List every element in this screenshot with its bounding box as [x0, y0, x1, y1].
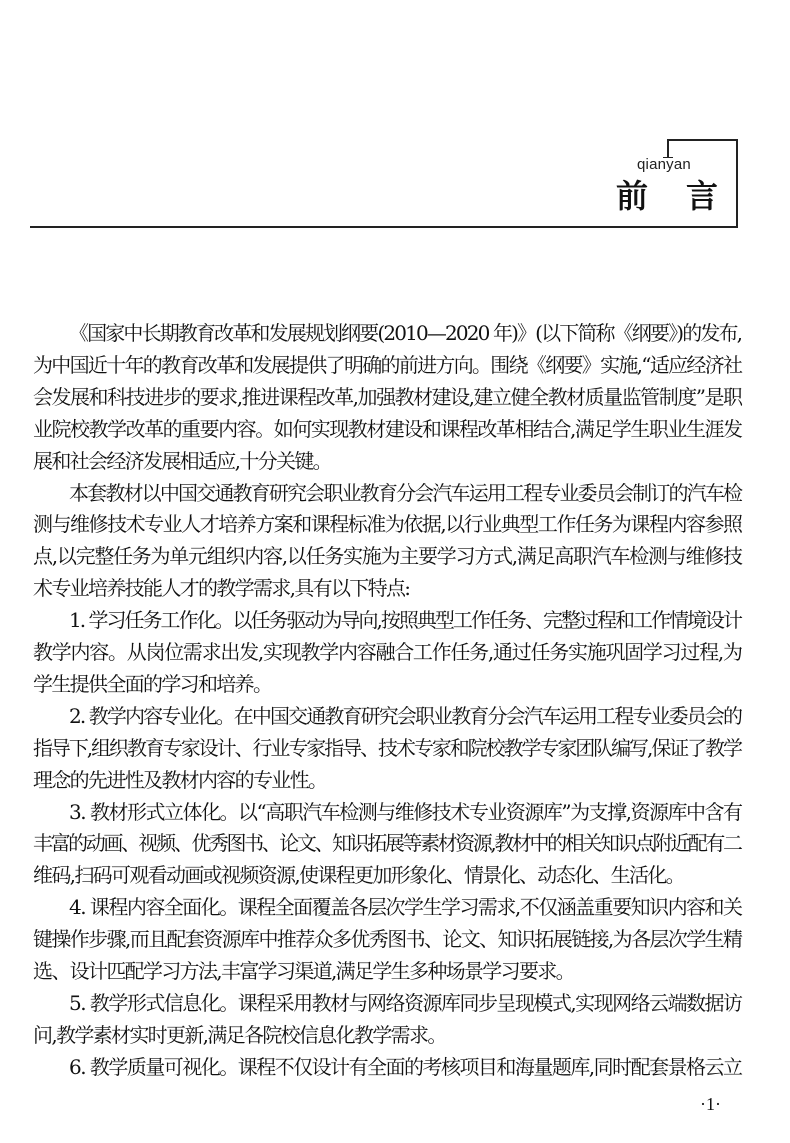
paragraph-first-line: 2. 教学内容专业化。在中国交通教育研究会职业教育分会汽车运用工程专业委员会的 — [69, 703, 742, 728]
paragraph-line: 丰富的动画、视频、优秀图书、论文、知识拓展等素材资源,教材中的相关知识点附近配有二 — [33, 831, 741, 856]
paragraph-line: 维码,扫码可观看动画或视频资源,使课程更加形象化、情景化、动态化、生活化。 — [33, 863, 684, 888]
page-number: ·1· — [700, 1094, 721, 1114]
paragraph-line: 教学内容。从岗位需求出发,实现教学内容融合工作任务,通过任务实施巩固学习过程,为 — [33, 640, 742, 664]
paragraph-first-line: 《国家中长期教育改革和发展规划纲要(2010—2020 年)》(以下简称《纲要》)的发布, — [69, 321, 742, 345]
header-box-right — [736, 139, 738, 228]
paragraph-line: 学生提供全面的学习和培养。 — [33, 671, 272, 696]
paragraph-line: 理念的先进性及教材内容的专业性。 — [33, 767, 327, 792]
paragraph-first-line: 3. 教材形式立体化。以“高职汽车检测与维修技术专业资源库”为支撑,资源库中含有 — [69, 799, 742, 824]
paragraph-first-line: 4. 课程内容全面化。课程全面覆盖各层次学生学习需求,不仅涵盖重要知识内容和关 — [69, 895, 742, 920]
paragraph-line: 点,以完整任务为单元组织内容,以任务实施为主要学习方式,满足高职汽车检测与维修技 — [33, 544, 742, 569]
paragraph-line: 业院校教学改革的重要内容。如何实现教材建设和课程改革相结合,满足学生职业生涯发 — [33, 416, 742, 441]
paragraph-first-line: 1. 学习任务工作化。以任务驱动为导向,按照典型工作任务、完整过程和工作情境设计 — [69, 608, 742, 633]
paragraph-first-line: 5. 教学形式信息化。课程采用教材与网络资源库同步呈现模式,实现网络云端数据访 — [69, 990, 742, 1015]
header-pinyin: qianyan — [637, 156, 691, 173]
paragraph-line: 问,教学素材实时更新,满足各院校信息化教学需求。 — [33, 1022, 446, 1047]
header-rule — [30, 226, 738, 228]
paragraph-line: 术专业培养技能人才的教学需求,具有以下特点: — [33, 576, 410, 601]
paragraph-line: 测与维修技术专业人才培养方案和课程标准为依据,以行业典型工作任务为课程内容参照 — [33, 512, 742, 537]
paragraph-line: 指导下,组织教育专家设计、行业专家指导、技术专家和院校教学专家团队编写,保证了教学 — [33, 735, 741, 760]
paragraph-line: 键操作步骤,而且配套资源库中推荐众多优秀图书、论文、知识拓展链接,为各层次学生精 — [33, 927, 742, 952]
paragraph-first-line: 本套教材以中国交通教育研究会职业教育分会汽车运用工程专业委员会制订的汽车检 — [69, 480, 742, 505]
paragraph-line: 为中国近十年的教育改革和发展提供了明确的前进方向。围绕《纲要》实施,“适应经济社 — [33, 352, 742, 377]
page-title-char-1: 前 — [616, 177, 649, 215]
paragraph-line: 展和社会经济发展相适应,十分关键。 — [33, 448, 331, 473]
paragraph-first-line: 6. 教学质量可视化。课程不仅设计有全面的考核项目和海量题库,同时配套景格云立 — [69, 1054, 742, 1079]
paragraph-line: 选、设计匹配学习方法,丰富学习渠道,满足学生多种场景学习要求。 — [33, 959, 574, 983]
page-title-char-2: 言 — [686, 177, 719, 215]
header-box-top — [667, 139, 738, 141]
paragraph-line: 会发展和科技进步的要求,推进课程改革,加强教材建设,建立健全教材质量监管制度”是职 — [33, 384, 742, 409]
